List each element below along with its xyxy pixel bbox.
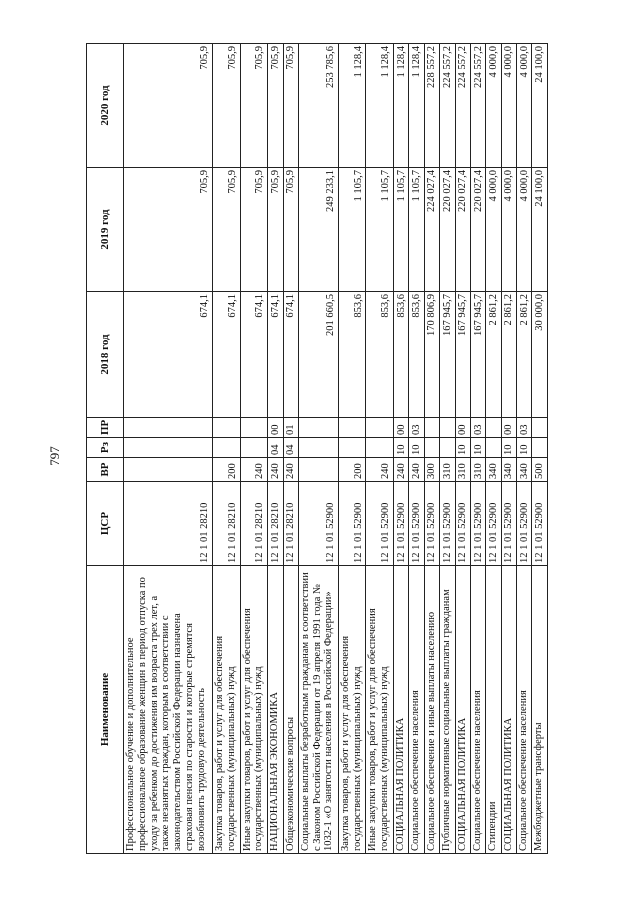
cell-rz xyxy=(240,438,268,458)
cell-2020: 4 000,0 xyxy=(517,44,532,168)
cell-name: Профессиональное обучение и дополнительное профессиональное образование женщин в период отпуска по уходу за ребенком до достижения им возраста трех лет, а также незанятых граждан, которым в соответствии с законодательством Российской Федерации назначена страховая пенсия по старости и которые стремятся возобновить трудовую деятельность xyxy=(124,566,213,854)
cell-csr: 12 1 01 52900 xyxy=(409,482,424,566)
cell-vr: 240 xyxy=(409,458,424,482)
cell-2019: 220 027,4 xyxy=(455,168,470,292)
table-row xyxy=(501,44,516,854)
cell-2018: 853,6 xyxy=(366,292,394,418)
cell-2020: 24 100,0 xyxy=(532,44,548,168)
table-row xyxy=(532,44,548,854)
cell-2018: 170 806,9 xyxy=(424,292,439,418)
cell-2018: 853,6 xyxy=(409,292,424,418)
budget-table xyxy=(86,43,548,854)
cell-2019: 1 105,7 xyxy=(366,168,394,292)
cell-vr xyxy=(124,458,213,482)
cell-pr: 03 xyxy=(409,418,424,438)
cell-vr: 340 xyxy=(486,458,501,482)
cell-rz xyxy=(424,438,439,458)
cell-csr: 12 1 01 52900 xyxy=(298,482,338,566)
rotated-table-wrapper xyxy=(86,44,548,854)
cell-pr: 01 xyxy=(283,418,298,438)
table-row xyxy=(212,44,240,854)
table-row xyxy=(517,44,532,854)
cell-vr: 340 xyxy=(501,458,516,482)
cell-pr xyxy=(486,418,501,438)
cell-2019: 705,9 xyxy=(283,168,298,292)
cell-csr: 12 1 01 28210 xyxy=(268,482,283,566)
cell-name: Стипендии xyxy=(486,566,501,854)
cell-2020: 4 000,0 xyxy=(486,44,501,168)
cell-csr: 12 1 01 52900 xyxy=(455,482,470,566)
cell-pr xyxy=(440,418,455,438)
cell-2019: 24 100,0 xyxy=(532,168,548,292)
table-row xyxy=(366,44,394,854)
cell-csr: 12 1 01 52900 xyxy=(532,482,548,566)
header-vr: ВР xyxy=(87,458,124,482)
cell-2019: 4 000,0 xyxy=(517,168,532,292)
cell-2020: 705,9 xyxy=(283,44,298,168)
cell-csr: 12 1 01 52900 xyxy=(517,482,532,566)
header-2020: 2020 год xyxy=(87,44,124,168)
cell-2020: 4 000,0 xyxy=(501,44,516,168)
cell-2019: 705,9 xyxy=(124,168,213,292)
cell-2020: 224 557,2 xyxy=(440,44,455,168)
cell-2018: 167 945,7 xyxy=(455,292,470,418)
cell-rz: 10 xyxy=(409,438,424,458)
cell-rz: 10 xyxy=(470,438,485,458)
cell-csr: 12 1 01 52900 xyxy=(338,482,366,566)
cell-name: Межбюджетные трансферты xyxy=(532,566,548,854)
header-row xyxy=(87,44,124,854)
cell-2018: 201 660,5 xyxy=(298,292,338,418)
cell-pr xyxy=(240,418,268,438)
cell-name: СОЦИАЛЬНАЯ ПОЛИТИКА xyxy=(394,566,409,854)
cell-vr: 310 xyxy=(470,458,485,482)
header-pr: ПР xyxy=(87,418,124,438)
cell-name: Закупка товаров, работ и услуг для обеспечения государственных (муниципальных) нужд xyxy=(212,566,240,854)
cell-pr xyxy=(124,418,213,438)
cell-2020: 224 557,2 xyxy=(470,44,485,168)
cell-vr: 240 xyxy=(268,458,283,482)
table-row xyxy=(240,44,268,854)
header-2018: 2018 год xyxy=(87,292,124,418)
cell-pr: 00 xyxy=(455,418,470,438)
cell-rz xyxy=(298,438,338,458)
cell-2019: 4 000,0 xyxy=(486,168,501,292)
cell-name: Социальное обеспечение и иные выплаты населению xyxy=(424,566,439,854)
header-csr: ЦСР xyxy=(87,482,124,566)
cell-rz xyxy=(440,438,455,458)
cell-csr: 12 1 01 28210 xyxy=(212,482,240,566)
cell-vr: 500 xyxy=(532,458,548,482)
header-name: Наименование xyxy=(87,566,124,854)
cell-csr: 12 1 01 52900 xyxy=(366,482,394,566)
cell-rz: 10 xyxy=(455,438,470,458)
cell-pr xyxy=(424,418,439,438)
table-row xyxy=(486,44,501,854)
cell-vr xyxy=(298,458,338,482)
cell-rz xyxy=(338,438,366,458)
cell-pr xyxy=(212,418,240,438)
cell-2018: 2 861,2 xyxy=(501,292,516,418)
cell-2019: 1 105,7 xyxy=(409,168,424,292)
table-row xyxy=(409,44,424,854)
cell-2018: 853,6 xyxy=(338,292,366,418)
table-row xyxy=(440,44,455,854)
cell-vr: 310 xyxy=(455,458,470,482)
cell-vr: 240 xyxy=(240,458,268,482)
cell-2020: 705,9 xyxy=(124,44,213,168)
cell-csr: 12 1 01 52900 xyxy=(440,482,455,566)
cell-pr: 00 xyxy=(501,418,516,438)
header-2019: 2019 год xyxy=(87,168,124,292)
cell-2020: 1 128,4 xyxy=(338,44,366,168)
cell-name: Социальное обеспечение населения xyxy=(517,566,532,854)
cell-csr: 12 1 01 52900 xyxy=(394,482,409,566)
cell-2018: 674,1 xyxy=(240,292,268,418)
cell-pr: 00 xyxy=(268,418,283,438)
cell-2020: 1 128,4 xyxy=(366,44,394,168)
cell-2019: 249 233,1 xyxy=(298,168,338,292)
cell-pr xyxy=(298,418,338,438)
cell-2018: 2 861,2 xyxy=(486,292,501,418)
cell-csr: 12 1 01 52900 xyxy=(424,482,439,566)
cell-vr: 310 xyxy=(440,458,455,482)
cell-name: Социальное обеспечение населения xyxy=(470,566,485,854)
cell-rz: 10 xyxy=(501,438,516,458)
cell-pr xyxy=(366,418,394,438)
cell-csr: 12 1 01 28210 xyxy=(124,482,213,566)
cell-rz: 10 xyxy=(517,438,532,458)
cell-2018: 674,1 xyxy=(283,292,298,418)
cell-vr: 240 xyxy=(283,458,298,482)
cell-vr: 240 xyxy=(394,458,409,482)
cell-2019: 224 027,4 xyxy=(424,168,439,292)
table-row xyxy=(298,44,338,854)
table-row xyxy=(283,44,298,854)
table-row xyxy=(470,44,485,854)
cell-pr: 03 xyxy=(470,418,485,438)
table-row xyxy=(124,44,213,854)
cell-2019: 220 027,4 xyxy=(440,168,455,292)
header-rz: Рз xyxy=(87,438,124,458)
table-row xyxy=(338,44,366,854)
cell-name: Публичные нормативные социальные выплаты гражданам xyxy=(440,566,455,854)
cell-name: Социальное обеспечение населения xyxy=(409,566,424,854)
cell-rz: 10 xyxy=(394,438,409,458)
cell-pr xyxy=(532,418,548,438)
cell-name: НАЦИОНАЛЬНАЯ ЭКОНОМИКА xyxy=(268,566,283,854)
cell-2018: 853,6 xyxy=(394,292,409,418)
cell-2020: 1 128,4 xyxy=(394,44,409,168)
cell-2020: 705,9 xyxy=(240,44,268,168)
cell-rz: 04 xyxy=(283,438,298,458)
cell-rz xyxy=(532,438,548,458)
cell-pr: 03 xyxy=(517,418,532,438)
table-row xyxy=(455,44,470,854)
cell-csr: 12 1 01 52900 xyxy=(501,482,516,566)
cell-name: Общеэкономические вопросы xyxy=(283,566,298,854)
cell-vr: 340 xyxy=(517,458,532,482)
cell-rz xyxy=(486,438,501,458)
cell-2018: 167 945,7 xyxy=(440,292,455,418)
cell-rz xyxy=(124,438,213,458)
cell-2019: 705,9 xyxy=(212,168,240,292)
cell-2019: 4 000,0 xyxy=(501,168,516,292)
cell-name: Иные закупки товаров, работ и услуг для обеспечения государственных (муниципальных) нужд xyxy=(240,566,268,854)
cell-2020: 705,9 xyxy=(268,44,283,168)
cell-vr: 200 xyxy=(338,458,366,482)
cell-csr: 12 1 01 52900 xyxy=(470,482,485,566)
cell-vr: 200 xyxy=(212,458,240,482)
cell-2019: 705,9 xyxy=(268,168,283,292)
cell-2020: 228 557,2 xyxy=(424,44,439,168)
cell-csr: 12 1 01 28210 xyxy=(240,482,268,566)
cell-rz xyxy=(366,438,394,458)
cell-2018: 674,1 xyxy=(124,292,213,418)
table-row xyxy=(424,44,439,854)
cell-pr: 00 xyxy=(394,418,409,438)
cell-2019: 705,9 xyxy=(240,168,268,292)
cell-name: Иные закупки товаров, работ и услуг для обеспечения государственных (муниципальных) нужд xyxy=(366,566,394,854)
cell-name: Социальные выплаты безработным гражданам в соответствии с Законом Российской Федерации от 19 апреля 1991 года № 1032-1 «О занятости населения в Российской Федерации» xyxy=(298,566,338,854)
page-number: 797 xyxy=(47,446,62,466)
table-row xyxy=(268,44,283,854)
cell-vr: 300 xyxy=(424,458,439,482)
cell-vr: 240 xyxy=(366,458,394,482)
cell-name: Закупка товаров, работ и услуг для обеспечения государственных (муниципальных) нужд xyxy=(338,566,366,854)
cell-csr: 12 1 01 28210 xyxy=(283,482,298,566)
cell-rz: 04 xyxy=(268,438,283,458)
cell-2018: 2 861,2 xyxy=(517,292,532,418)
cell-rz xyxy=(212,438,240,458)
table-row xyxy=(394,44,409,854)
cell-2019: 1 105,7 xyxy=(394,168,409,292)
cell-2020: 253 785,6 xyxy=(298,44,338,168)
cell-2020: 705,9 xyxy=(212,44,240,168)
cell-2020: 224 557,2 xyxy=(455,44,470,168)
cell-2020: 1 128,4 xyxy=(409,44,424,168)
cell-csr: 12 1 01 52900 xyxy=(486,482,501,566)
cell-name: СОЦИАЛЬНАЯ ПОЛИТИКА xyxy=(501,566,516,854)
cell-2018: 674,1 xyxy=(212,292,240,418)
cell-2019: 220 027,4 xyxy=(470,168,485,292)
cell-2019: 1 105,7 xyxy=(338,168,366,292)
cell-2018: 674,1 xyxy=(268,292,283,418)
cell-2018: 167 945,7 xyxy=(470,292,485,418)
cell-name: СОЦИАЛЬНАЯ ПОЛИТИКА xyxy=(455,566,470,854)
cell-pr xyxy=(338,418,366,438)
cell-2018: 30 000,0 xyxy=(532,292,548,418)
